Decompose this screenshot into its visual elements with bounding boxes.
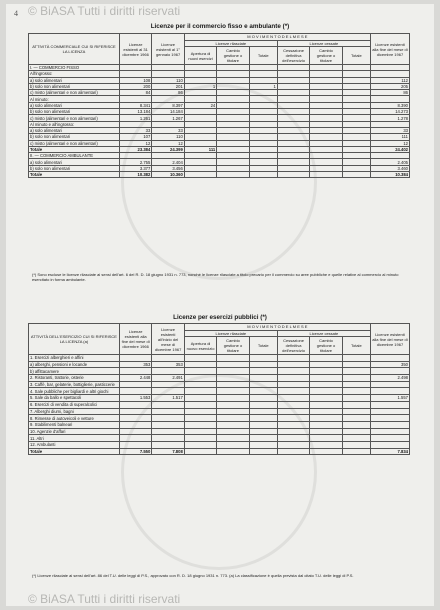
value-cell (277, 381, 309, 388)
value-cell (370, 355, 409, 362)
value-cell (370, 381, 409, 388)
value-cell (152, 421, 184, 428)
value-cell: 201 (152, 83, 184, 89)
col-header-sub: Totale (342, 47, 370, 65)
col-header-cessate: Licenze cessate (277, 40, 370, 47)
value-cell (152, 408, 184, 415)
col-header-sub: Cambio gestione o titolare (217, 47, 249, 65)
value-cell (370, 435, 409, 442)
table-row (29, 428, 410, 435)
value-cell: 10.360 (152, 172, 184, 178)
value-cell (152, 401, 184, 408)
value-cell (370, 401, 409, 408)
row-label-cell: 12. Ambulanti (29, 441, 120, 448)
value-cell (184, 428, 216, 435)
value-cell: 2.448 (119, 375, 151, 382)
value-cell (249, 421, 277, 428)
value-cell: 7.834 (370, 448, 409, 455)
value-cell: 108 (119, 77, 151, 83)
value-cell: 200 (119, 83, 151, 89)
table-row (29, 441, 410, 448)
table-row (29, 355, 410, 362)
value-cell (152, 435, 184, 442)
value-cell (342, 435, 370, 442)
value-cell (184, 381, 216, 388)
value-cell (310, 428, 342, 435)
row-label-cell: b) solo non alimentari (29, 109, 120, 115)
value-cell (310, 375, 342, 382)
col-header-existing-end: Licenze esistenti alla fine del mese di dicembre 1967 (370, 324, 409, 355)
value-cell (342, 395, 370, 402)
col-header-movimento: M O V I M E N T O D E L M E S E (184, 324, 370, 331)
value-cell (184, 408, 216, 415)
value-cell (342, 415, 370, 422)
value-cell: 13.184 (119, 109, 151, 115)
value-cell (152, 355, 184, 362)
value-cell: 1 (249, 83, 277, 89)
value-cell: 2.405 (370, 159, 409, 165)
value-cell (217, 428, 249, 435)
value-cell (119, 355, 151, 362)
value-cell (277, 435, 309, 442)
row-label-cell: 3. Caffè, bar, gelaterie, bottiglierie, pasticcerie (29, 381, 120, 388)
value-cell (277, 408, 309, 415)
value-cell: 1.278 (370, 115, 409, 121)
row-label-cell: 9. Stabilimenti balneari (29, 421, 120, 428)
row-label-cell: 5. Sale da ballo e spettacoli (29, 395, 120, 402)
col-header-existing-dec: Licenze esistenti all'inizio del mese di dicembre 1967 (152, 324, 184, 355)
value-cell (310, 381, 342, 388)
value-cell (310, 172, 342, 178)
value-cell: 1.517 (152, 395, 184, 402)
value-cell (217, 435, 249, 442)
value-cell (119, 441, 151, 448)
value-cell (277, 375, 309, 382)
value-cell (184, 172, 216, 178)
row-label-cell: a) solo alimentari (29, 102, 120, 108)
value-cell: 107 (119, 134, 151, 140)
value-cell: 1.553 (119, 395, 151, 402)
table-row (29, 408, 410, 415)
table-row (29, 435, 410, 442)
value-cell (119, 435, 151, 442)
value-cell (184, 415, 216, 422)
value-cell (342, 428, 370, 435)
value-cell (342, 368, 370, 375)
value-cell (152, 388, 184, 395)
table-row (29, 395, 410, 402)
value-cell (217, 172, 249, 178)
value-cell (217, 355, 249, 362)
value-cell (249, 401, 277, 408)
value-cell (249, 355, 277, 362)
table1-footnote: (*) Sono escluse le licenze rilasciate ai sensi dell'art. 6 del R. D. 18 giugno 1931 n. 773, nonché le licenze rilasciate a titolo precario per il commercio su aree pubbliche e quelle relative al commercio al minuto esercitato in forma ambulante. (32, 272, 399, 282)
col-header-sub: Cessazione definitiva dell'esercizio (277, 47, 309, 65)
value-cell (370, 388, 409, 395)
value-cell: 24 (184, 102, 216, 108)
value-cell (217, 395, 249, 402)
value-cell (217, 421, 249, 428)
value-cell (342, 441, 370, 448)
value-cell (119, 421, 151, 428)
value-cell (342, 448, 370, 455)
value-cell (370, 428, 409, 435)
value-cell (277, 395, 309, 402)
value-cell (342, 375, 370, 382)
col-header-sub: Cambio gestione o titolare (217, 337, 249, 355)
value-cell (184, 401, 216, 408)
value-cell: 8.341 (119, 102, 151, 108)
table-row (29, 388, 410, 395)
value-cell: 14.273 (370, 109, 409, 115)
value-cell: 205 (370, 83, 409, 89)
row-label-cell: Totale (29, 448, 120, 455)
col-header-existing-jan: Licenze esistenti al 1° gennaio 1967 (152, 34, 184, 65)
value-cell (249, 375, 277, 382)
value-cell (217, 441, 249, 448)
value-cell (119, 428, 151, 435)
value-cell (152, 381, 184, 388)
value-cell (249, 408, 277, 415)
value-cell (119, 368, 151, 375)
value-cell (249, 448, 277, 455)
value-cell (249, 381, 277, 388)
row-label-cell: Totale (29, 146, 120, 152)
value-cell: 23.384 (119, 146, 151, 152)
col-header-sub: Cessazione definitiva dell'esercizio (277, 337, 309, 355)
value-cell (310, 368, 342, 375)
value-cell (217, 368, 249, 375)
table-row (29, 375, 410, 382)
value-cell: 3.456 (152, 165, 184, 171)
value-cell (277, 172, 309, 178)
value-cell (310, 415, 342, 422)
value-cell (277, 355, 309, 362)
value-cell: 353 (119, 361, 151, 368)
table2-title: Licenze per esercizi pubblici (*) (173, 314, 267, 321)
col-header-sub: Totale (249, 47, 277, 65)
value-cell (342, 408, 370, 415)
row-label-cell: a) alberghi, pensioni e locande (29, 361, 120, 368)
value-cell: 1.557 (370, 395, 409, 402)
value-cell: 1 (184, 83, 216, 89)
value-cell (310, 448, 342, 455)
value-cell (277, 428, 309, 435)
table-row (29, 415, 410, 422)
row-label-cell: a) solo alimentari (29, 159, 120, 165)
table-row (29, 361, 410, 368)
value-cell (342, 172, 370, 178)
value-cell (249, 415, 277, 422)
value-cell: 111 (370, 134, 409, 140)
value-cell: 86 (370, 90, 409, 96)
table-row (29, 401, 410, 408)
table2-footnote: (*) Licenze rilasciate ai sensi dell'art. 86 del T.U. delle leggi di P.S., approvato con R. D. 18 giugno 1931 n. 773. (a) La classificazione è quella prevista dal citato T.U. delle leggi di P.S. (32, 573, 354, 578)
value-cell: 7.550 (119, 448, 151, 455)
value-cell (152, 415, 184, 422)
value-cell (217, 448, 249, 455)
value-cell (119, 388, 151, 395)
value-cell (277, 448, 309, 455)
col-header-rilasciate: Licenze rilasciate (184, 40, 277, 47)
value-cell: 112 (370, 77, 409, 83)
value-cell (342, 388, 370, 395)
col-header-existing-start: Licenze esistenti al 31 dicembre 1966 (119, 34, 151, 65)
col-header-cessate: Licenze cessate (277, 330, 370, 337)
value-cell: 24.399 (152, 146, 184, 152)
value-cell (277, 361, 309, 368)
value-cell (184, 375, 216, 382)
table-row (29, 448, 410, 455)
value-cell (310, 408, 342, 415)
table1-title: Licenze per il commercio fisso e ambulante (*) (150, 23, 290, 30)
value-cell (184, 441, 216, 448)
value-cell: 33 (119, 127, 151, 133)
row-label-cell: 7. Alberghi diurni, bagni (29, 408, 120, 415)
value-cell (249, 441, 277, 448)
value-cell (342, 381, 370, 388)
value-cell (342, 421, 370, 428)
value-cell: 111 (184, 146, 216, 152)
row-label-cell: Al minuto: (29, 96, 120, 102)
row-label-cell: Totale (29, 172, 120, 178)
value-cell (184, 368, 216, 375)
value-cell: 10.382 (119, 172, 151, 178)
value-cell (310, 435, 342, 442)
table-row (29, 381, 410, 388)
col-header-sub: Totale (342, 337, 370, 355)
value-cell: 1.261 (119, 115, 151, 121)
value-cell: 14.184 (152, 109, 184, 115)
value-cell: 3.460 (370, 165, 409, 171)
value-cell (152, 368, 184, 375)
col-header-sub: Totale (249, 337, 277, 355)
value-cell (184, 355, 216, 362)
value-cell: 86 (152, 90, 184, 96)
col-header-sub: Cambio gestione o titolare (310, 47, 342, 65)
value-cell (277, 415, 309, 422)
value-cell (217, 415, 249, 422)
value-cell: 350 (370, 361, 409, 368)
table2-body (29, 355, 410, 455)
value-cell (249, 428, 277, 435)
value-cell (249, 395, 277, 402)
value-cell: 12 (119, 140, 151, 146)
row-label-cell: a) solo alimentari (29, 77, 120, 83)
row-label-cell: I. — COMMERCIO FISSO (29, 65, 120, 71)
value-cell (310, 395, 342, 402)
col-header-existing-start: Licenze esistenti alla fine del mese di dicembre 1966 (119, 324, 151, 355)
value-cell (277, 368, 309, 375)
value-cell (370, 415, 409, 422)
value-cell: 1.267 (152, 115, 184, 121)
value-cell (119, 408, 151, 415)
value-cell: 2.498 (370, 375, 409, 382)
value-cell (310, 441, 342, 448)
col-header-sub: Cambio gestione o titolare (310, 337, 342, 355)
value-cell (184, 395, 216, 402)
value-cell (249, 388, 277, 395)
value-cell: 3.377 (119, 165, 151, 171)
row-label-cell: 4. Sale pubbliche per bigliardi e altri giochi (29, 388, 120, 395)
col-header-sub: Apertura di nuovo esercizio (184, 337, 216, 355)
col-header-sub: Apertura di nuovi esercizi (184, 47, 216, 65)
value-cell (217, 388, 249, 395)
value-cell (249, 172, 277, 178)
table-row (29, 421, 410, 428)
value-cell (249, 368, 277, 375)
value-cell (217, 401, 249, 408)
table1-body (29, 65, 410, 178)
value-cell (249, 361, 277, 368)
value-cell: 110 (152, 134, 184, 140)
value-cell (310, 401, 342, 408)
row-label-cell: 1. Esercizi alberghieri e affini (29, 355, 120, 362)
col-header-activity: ATTIVITÀ DELL'ESERCIZIO CUI SI RIFERISCE LA LICENZA (a) (29, 324, 120, 355)
value-cell (370, 408, 409, 415)
value-cell (119, 415, 151, 422)
value-cell (152, 428, 184, 435)
value-cell (277, 441, 309, 448)
value-cell: 7.808 (152, 448, 184, 455)
value-cell (184, 361, 216, 368)
value-cell: 12 (152, 140, 184, 146)
value-cell: 24.402 (370, 146, 409, 152)
col-header-activity: ATTIVITÀ COMMERCIALE CUI SI RIFERISCE LA LICENZA (29, 34, 120, 65)
value-cell (217, 408, 249, 415)
row-label-cell: c) misto (alimentari e non alimentari) (29, 140, 120, 146)
row-label-cell: 11. Altri (29, 435, 120, 442)
col-header-rilasciate: Licenze rilasciate (184, 330, 277, 337)
row-label-cell: b) affittacamere (29, 368, 120, 375)
row-label-cell: II. — COMMERCIO AMBULANTE (29, 153, 120, 159)
value-cell (370, 421, 409, 428)
copyright-watermark: © BiASA Tutti i diritti riservati (28, 4, 181, 18)
row-label-cell: c) misto (alimentari e non alimentari) (29, 115, 120, 121)
value-cell (119, 401, 151, 408)
value-cell (370, 368, 409, 375)
value-cell (342, 401, 370, 408)
value-cell (310, 421, 342, 428)
value-cell (119, 381, 151, 388)
value-cell (310, 361, 342, 368)
row-label-cell: Al minuto e all'ingrosso: (29, 121, 120, 127)
col-header-existing-end: Licenze esistenti alla fine del mese di dicembre 1967 (370, 34, 409, 65)
value-cell (152, 441, 184, 448)
esercizi-pubblici-table (28, 323, 410, 455)
value-cell: 10.384 (370, 172, 409, 178)
value-cell: 2.491 (152, 375, 184, 382)
col-header-movimento: M O V I M E N T O D E L M E S E (184, 34, 370, 41)
value-cell: 2.755 (119, 159, 151, 165)
value-cell (277, 421, 309, 428)
value-cell: 353 (152, 361, 184, 368)
value-cell (217, 375, 249, 382)
value-cell (277, 388, 309, 395)
row-label-cell: 8. Rimesse di autoveicoli e vetture (29, 415, 120, 422)
table-row (29, 172, 410, 178)
value-cell: 8.397 (152, 102, 184, 108)
table-row (29, 368, 410, 375)
row-label-cell: b) solo non alimentari (29, 134, 120, 140)
value-cell: 84 (119, 90, 151, 96)
value-cell: 110 (152, 77, 184, 83)
value-cell (184, 448, 216, 455)
row-label-cell: 10. Agenzie d'affari (29, 428, 120, 435)
row-label-cell: b) solo non alimentari (29, 83, 120, 89)
value-cell (217, 361, 249, 368)
value-cell (310, 355, 342, 362)
value-cell (184, 388, 216, 395)
value-cell (342, 361, 370, 368)
value-cell (184, 435, 216, 442)
value-cell (370, 441, 409, 448)
value-cell: 8.390 (370, 102, 409, 108)
value-cell (342, 355, 370, 362)
value-cell (184, 421, 216, 428)
value-cell (310, 388, 342, 395)
row-label-cell: All'ingrosso: (29, 71, 120, 77)
row-label-cell: a) solo alimentari (29, 127, 120, 133)
value-cell: 33 (152, 127, 184, 133)
value-cell (277, 401, 309, 408)
value-cell (217, 381, 249, 388)
commercio-licenze-table (28, 33, 410, 178)
page-mark: 4 (14, 9, 18, 18)
value-cell: 12 (370, 140, 409, 146)
copyright-watermark: © BiASA Tutti i diritti riservati (28, 592, 181, 606)
value-cell: 33 (370, 127, 409, 133)
row-label-cell: 2. Ristoranti, trattorie, osterie (29, 375, 120, 382)
row-label-cell: 6. Esercizi di vendita di superalcolici (29, 401, 120, 408)
value-cell: 2.404 (152, 159, 184, 165)
value-cell (249, 435, 277, 442)
row-label-cell: b) solo non alimentari (29, 165, 120, 171)
row-label-cell: c) misto (alimentari e non alimentari) (29, 90, 120, 96)
